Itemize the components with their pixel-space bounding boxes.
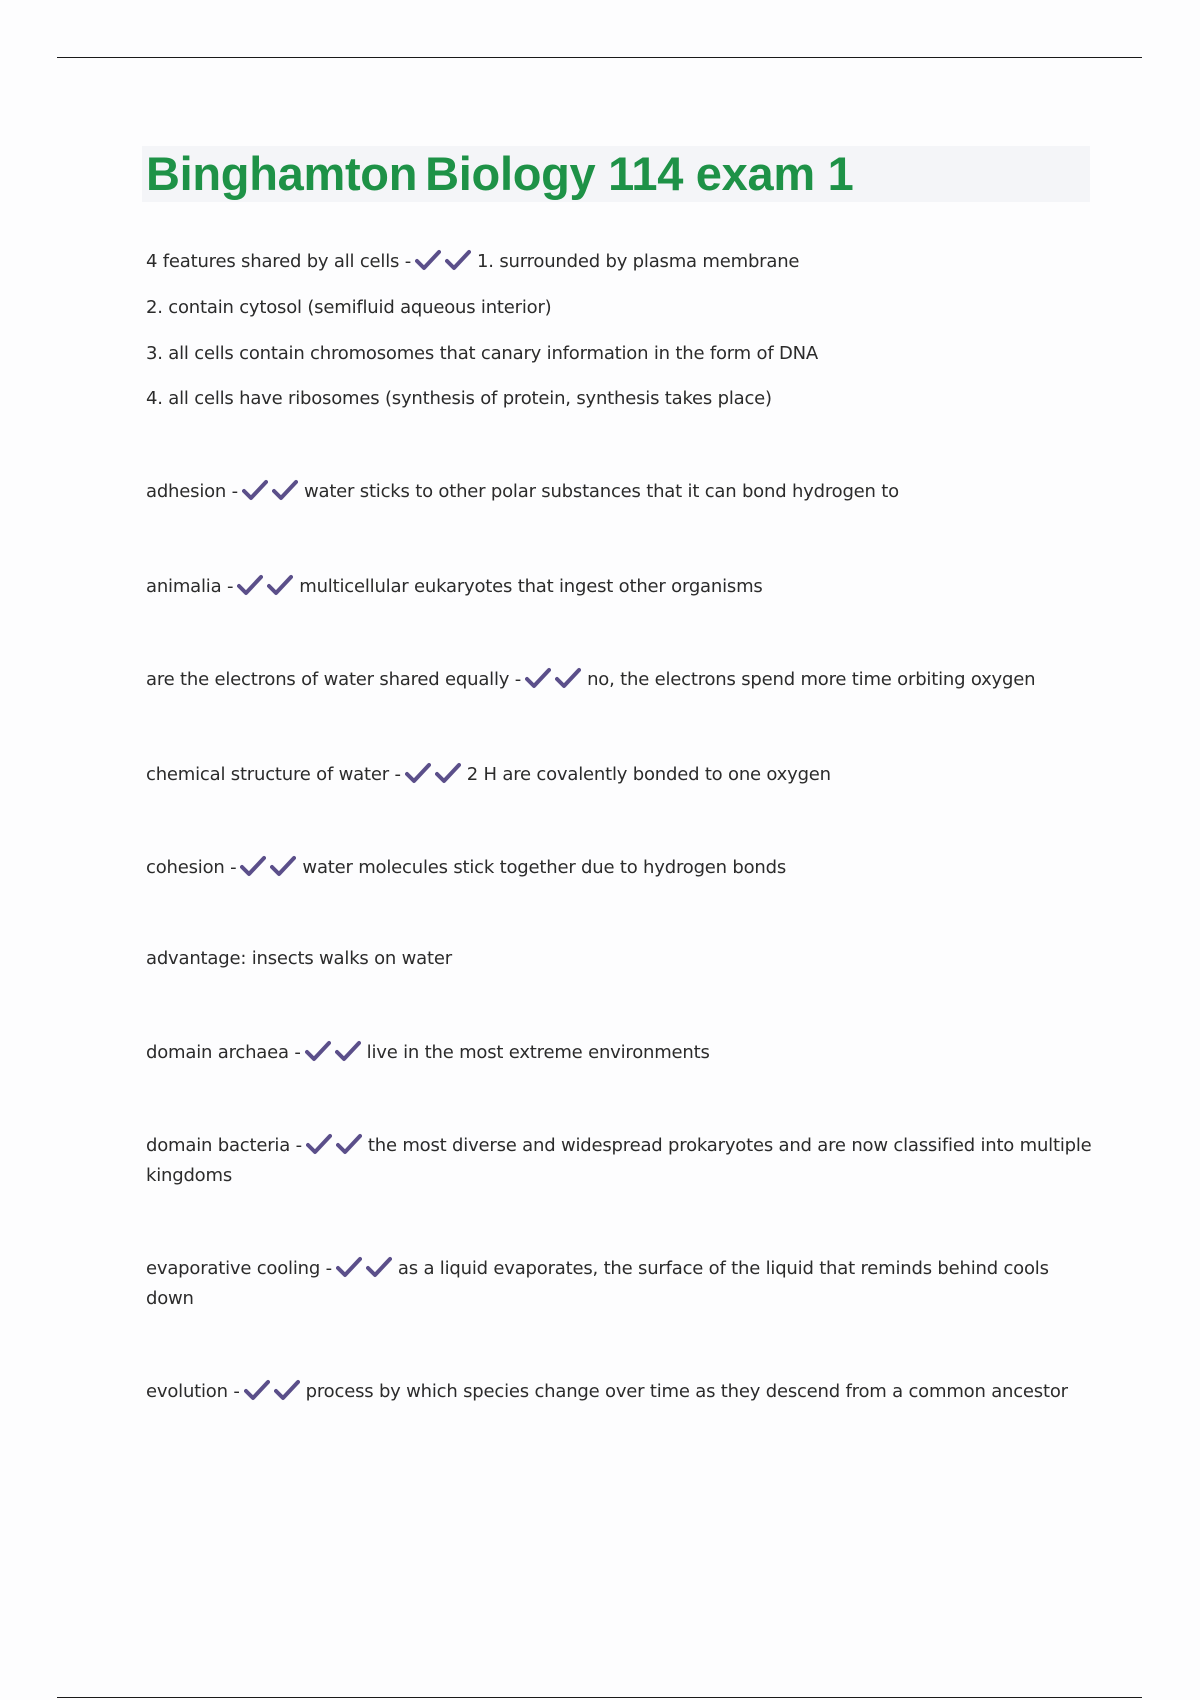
check-icon: [445, 249, 471, 271]
flashcard-entry: [146, 1377, 1096, 1407]
check-icon: [270, 855, 296, 877]
entry-term: domain bacteria -: [146, 1135, 302, 1156]
check-icon: [267, 574, 293, 596]
entry-definition: 2 H are covalently bonded to one oxygen: [466, 764, 831, 785]
check-icon: [242, 479, 268, 501]
check-icon: [306, 1133, 332, 1155]
entry-definition: the most diverse and widespread prokaryotes and are now classified into multiple kingdoms: [146, 1135, 1092, 1186]
check-icon: [336, 1133, 362, 1155]
answer-checkmarks: [305, 1042, 365, 1063]
check-icon: [272, 479, 298, 501]
entry-definition: multicellular eukaryotes that ingest other organisms: [299, 576, 763, 597]
check-icon: [555, 667, 581, 689]
answer-checkmarks: [244, 1381, 304, 1402]
check-icon: [335, 1040, 361, 1062]
flashcard-entry: [146, 477, 1096, 507]
header-rule: [57, 57, 1142, 58]
entry-continuation: 4. all cells have ribosomes (synthesis of protein, synthesis takes place): [146, 388, 772, 409]
check-icon: [525, 667, 551, 689]
check-icon: [305, 1040, 331, 1062]
entry-term: are the electrons of water shared equally -: [146, 669, 522, 690]
answer-checkmarks: [336, 1258, 396, 1279]
answer-checkmarks: [237, 576, 297, 597]
entry-term: evolution -: [146, 1381, 240, 1402]
entry-term: domain archaea -: [146, 1042, 301, 1063]
answer-checkmarks: [415, 251, 475, 272]
flashcard-entry: [146, 247, 1096, 277]
check-icon: [274, 1379, 300, 1401]
check-icon: [415, 249, 441, 271]
flashcard-entry: [146, 1038, 1096, 1068]
check-icon: [336, 1256, 362, 1278]
answer-checkmarks: [242, 481, 302, 502]
entry-definition: water molecules stick together due to hydrogen bonds: [302, 857, 787, 878]
answer-checkmarks: [525, 669, 585, 690]
answer-checkmarks: [306, 1135, 366, 1156]
title-part-2: Biology 114 exam 1: [425, 147, 854, 200]
title-part-1: Binghamton: [146, 147, 418, 200]
check-icon: [435, 762, 461, 784]
answer-checkmarks: [240, 857, 300, 878]
entry-definition: no, the electrons spend more time orbiting oxygen: [587, 669, 1036, 690]
check-icon: [366, 1256, 392, 1278]
flashcard-entry: [146, 572, 1096, 602]
check-icon: [244, 1379, 270, 1401]
entry-continuation: 3. all cells contain chromosomes that canary information in the form of DNA: [146, 343, 819, 364]
flashcard-entry: [146, 760, 1096, 790]
entry-definition: process by which species change over time as they descend from a common ancestor: [305, 1381, 1068, 1402]
entry-term: evaporative cooling -: [146, 1258, 332, 1279]
check-icon: [405, 762, 431, 784]
flashcard-entry: [146, 665, 1096, 695]
document-title: [146, 146, 853, 202]
check-icon: [240, 855, 266, 877]
entry-definition: 1. surrounded by plasma membrane: [477, 251, 800, 272]
entry-definition: live in the most extreme environments: [366, 1042, 710, 1063]
flashcard-entry: [146, 1131, 1096, 1191]
entry-continuation: 2. contain cytosol (semifluid aqueous interior): [146, 297, 552, 318]
entry-definition: as a liquid evaporates, the surface of the liquid that reminds behind cools down: [146, 1258, 1049, 1309]
flashcard-entry: [146, 853, 1096, 883]
entry-continuation: advantage: insects walks on water: [146, 948, 452, 969]
check-icon: [237, 574, 263, 596]
answer-checkmarks: [405, 764, 465, 785]
footer-rule: [57, 1697, 1142, 1698]
entry-definition: water sticks to other polar substances that it can bond hydrogen to: [303, 481, 899, 502]
entry-term: 4 features shared by all cells -: [146, 251, 412, 272]
entry-term: animalia -: [146, 576, 234, 597]
entry-term: cohesion -: [146, 857, 237, 878]
entry-term: chemical structure of water -: [146, 764, 401, 785]
flashcard-entry: [146, 1254, 1096, 1314]
entry-term: adhesion -: [146, 481, 238, 502]
